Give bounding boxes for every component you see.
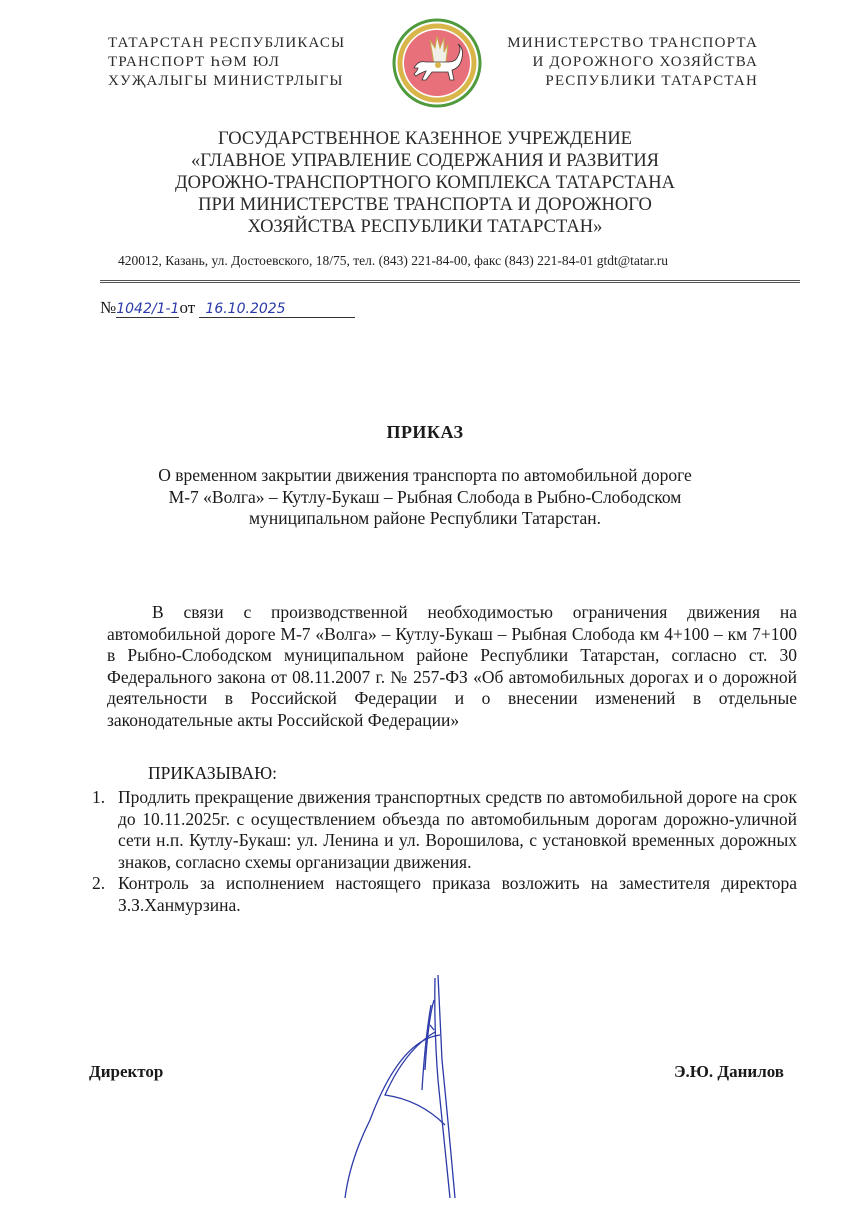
subject-line: муниципальном районе Республики Татарстан. [249,508,601,528]
order-item [92,873,797,916]
order-item-text: Контроль за исполнением настоящего приказа возложить на заместителя директора З.З.Ханмурзина. [118,873,797,915]
organization-address: 420012, Казань, ул. Достоевского, 18/75, тел. (843) 221-84-00, факс (843) 221-84-01 gtdt@tatar.ru [118,253,669,268]
header-left-line: ХУҖАЛЫГЫ МИНИСТРЛЫГЫ [108,73,344,89]
registration-number: 1042/1-1 [116,301,180,317]
header-right-line: РЕСПУБЛИКИ ТАТАРСТАН [545,73,758,89]
org-line: ДОРОЖНО-ТРАНСПОРТНОГО КОМПЛЕКСА ТАТАРСТАНА [175,173,675,193]
document-title: ПРИКАЗ [386,422,464,442]
registration-date: 16.10.2025 [199,301,355,318]
handwritten-signature-icon [330,960,530,1200]
header-left-tatar [108,34,345,91]
date-label: от [179,298,196,317]
preamble-text: В связи с производственной необходимостью ограничения движения на автомобильной дороге М-7 «Волга» – Кутлу-Букаш – Рыбная Слобода км 4+100 – км 7+100 в Рыбно-Слободском муниципальном районе Республики Татарстан, согласно ст. 30 Федерального закона от 08.11.2007 г. № 257-ФЗ «Об автомобильных дорогах и о дорожной деятельности в Российской Федерации и о внесении изменений в отдельные законодательные акты Российской Федерации» [107,602,797,730]
org-line: ХОЗЯЙСТВА РЕСПУБЛИКИ ТАТАРСТАН» [247,217,603,237]
org-line: «ГЛАВНОЕ УПРАВЛЕНИЕ СОДЕРЖАНИЯ И РАЗВИТИЯ [190,151,660,171]
tatarstan-emblem-icon [392,18,482,108]
document-preamble [107,602,797,731]
header-right-line: МИНИСТЕРСТВО ТРАНСПОРТА [507,35,758,51]
header-right-line: И ДОРОЖНОГО ХОЗЯЙСТВА [532,54,758,70]
order-items [92,787,797,916]
header-right-russian [507,34,758,91]
org-line: ПРИ МИНИСТЕРСТВЕ ТРАНСПОРТА И ДОРОЖНОГО [198,195,652,215]
signatory-name: Э.Ю. Данилов [673,1062,784,1081]
header-left-line: ТАТАРСТАН РЕСПУБЛИКАСЫ [108,35,346,51]
organization-name [0,128,850,238]
header-left-line: ТРАНСПОРТ ҺӘМ ЮЛ [108,54,281,70]
order-word: ПРИКАЗЫВАЮ: [148,763,277,783]
org-line: ГОСУДАРСТВЕННОЕ КАЗЕННОЕ УЧРЕЖДЕНИЕ [218,129,632,149]
number-label: № [100,298,117,317]
subject-line: О временном закрытии движения транспорта по автомобильной дороге [158,465,692,485]
order-item-number: 2. [92,873,106,893]
subject-line: М-7 «Волга» – Кутлу-Букаш – Рыбная Слобода в Рыбно-Слободском [168,486,682,507]
order-item-number: 1. [92,787,106,807]
header-divider [100,280,800,283]
order-item [92,787,797,873]
order-item-text: Продлить прекращение движения транспортных средств по автомобильной дороге на срок до 10.11.2025г. с осуществлением объезда по автомобильным дорогам дорожно-уличной сети н.п. Кутлу-Букаш: ул. Ленина и ул. Ворошилова, с установкой временных дорожных знаков, согласно схемы организации движения. [118,787,797,872]
signatory-role: Директор [89,1062,164,1081]
document-subject [0,465,850,530]
registration-line [100,298,355,318]
